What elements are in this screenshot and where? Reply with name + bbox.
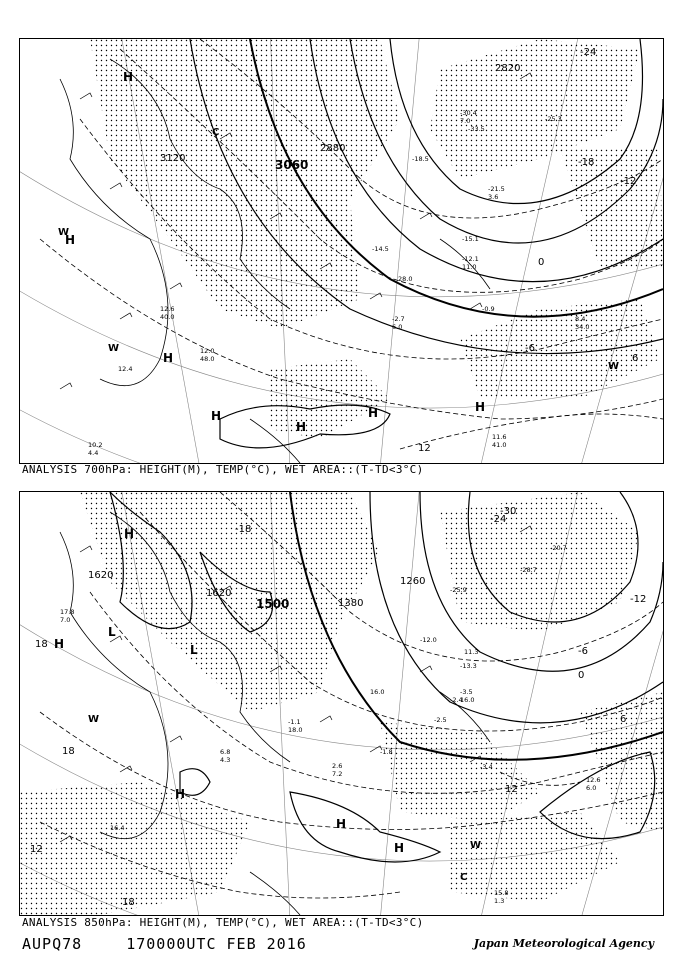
station-value: 3.6 — [488, 193, 499, 201]
high-pressure-marker: H — [211, 409, 222, 423]
station-value: 11.3 — [464, 648, 479, 656]
station-value: 17.8 — [60, 608, 75, 616]
map-850hpa — [20, 492, 663, 915]
high-pressure-marker: H — [65, 233, 76, 247]
station-value: -14.5 — [372, 245, 389, 253]
chart-panel-850hpa — [19, 491, 664, 916]
station-value: -12.1 — [462, 255, 479, 263]
station-value: 15.8 — [494, 889, 509, 897]
chart-panel-700hpa — [19, 38, 664, 464]
station-value: -15.1 — [462, 235, 479, 243]
station-value: -18.5 — [412, 155, 429, 163]
station-value: 40.0 — [160, 313, 175, 321]
station-value: 12.0 — [200, 347, 215, 355]
station-value: 1.3 — [494, 897, 505, 905]
map-700hpa — [20, 39, 663, 463]
high-pressure-marker: H — [123, 70, 134, 84]
station-value: -1.1 — [288, 718, 301, 726]
isotherm-label: -18 — [235, 524, 252, 535]
station-value: 12.6 — [586, 776, 601, 784]
station-value: -1.8 — [380, 748, 393, 756]
warm-center-marker: W — [58, 227, 70, 238]
station-value: 4.3 — [220, 756, 231, 764]
isotherm-label: -24 — [580, 47, 597, 58]
isotherm-label: 18 — [62, 746, 75, 757]
low-pressure-marker: L — [190, 643, 198, 657]
station-value: -2.7 — [392, 315, 405, 323]
isotherm-label: -30 — [500, 506, 517, 517]
warm-center-marker: W — [108, 343, 120, 354]
isotherm-label: 0 — [578, 670, 585, 681]
isotherm-label: 6 — [620, 714, 627, 725]
contour-label: 1500 — [256, 597, 290, 611]
isotherm-label: -18 — [578, 157, 595, 168]
cold-center-marker: C — [212, 127, 220, 138]
isotherm-label: 12 — [418, 443, 431, 454]
high-pressure-marker: H — [394, 841, 405, 855]
panel-caption-700hpa: ANALYSIS 700hPa: HEIGHT(M), TEMP(°C), WET AREA::(T-TD<3°C) — [22, 463, 424, 476]
warm-center-marker: W — [608, 361, 620, 372]
high-pressure-marker: H — [163, 351, 174, 365]
station-value: -3.4 — [480, 763, 493, 771]
station-value: 34.0 — [575, 323, 590, 331]
station-value: -20.7 — [550, 544, 567, 552]
station-value: 41.0 — [492, 441, 507, 449]
station-value: -21.5 — [488, 185, 505, 193]
valid-time: 170000UTC FEB 2016 — [126, 935, 307, 953]
station-value: -3.5 — [460, 688, 473, 696]
panel-caption-850hpa: ANALYSIS 850hPa: HEIGHT(M), TEMP(°C), WET AREA::(T-TD<3°C) — [22, 916, 424, 929]
station-value: -33.5 — [468, 125, 485, 133]
station-value: 6.0 — [586, 784, 597, 792]
isotherm-label: 18 — [35, 639, 48, 650]
high-pressure-marker: H — [296, 420, 307, 434]
wet-area — [90, 39, 663, 439]
high-pressure-marker: H — [175, 787, 186, 801]
station-value: 11.6 — [492, 433, 507, 441]
contour-label: 1260 — [400, 576, 426, 587]
wet-area — [20, 492, 663, 915]
contour-label: 2820 — [495, 63, 521, 74]
station-value: 4.4 — [88, 449, 99, 457]
station-value: 8.4 — [575, 315, 586, 323]
isotherm-label: -24 — [490, 514, 507, 525]
station-value: 48.0 — [200, 355, 215, 363]
station-value: 7.0 — [460, 117, 471, 125]
station-value: 16.0 — [370, 688, 385, 696]
station-value: 28.0 — [398, 275, 413, 283]
station-value: 16.4 — [110, 824, 125, 832]
station-value: -28.7 — [520, 566, 537, 574]
isotherm-label: 12 — [30, 844, 43, 855]
station-value: -25.9 — [450, 586, 467, 594]
station-value: 7.2 — [332, 770, 343, 778]
isotherm-label: 0 — [538, 257, 545, 268]
cold-center-marker: C — [460, 872, 468, 883]
station-value: 6.0 — [392, 323, 403, 331]
warm-center-marker: W — [88, 714, 100, 725]
warm-center-marker: W — [470, 840, 482, 851]
station-value: -2.4 — [450, 696, 463, 704]
isotherm-label: 18 — [122, 897, 135, 908]
contour-label: 1620 — [206, 588, 232, 599]
station-value: 12.4 — [118, 365, 133, 373]
station-value: -0.9 — [482, 305, 495, 313]
station-value: -2.5 — [434, 716, 447, 724]
isotherm-label: 12 — [505, 784, 518, 795]
station-value: 6.8 — [220, 748, 231, 756]
chart-identifier — [22, 935, 341, 953]
contour-label: 1380 — [338, 598, 364, 609]
station-value: 11.0 — [462, 263, 477, 271]
station-value: 18.0 — [288, 726, 303, 734]
station-value: 7.0 — [60, 616, 71, 624]
isotherm-label: -12 — [630, 594, 647, 605]
station-value: 12.6 — [160, 305, 175, 313]
station-value: 2.6 — [332, 762, 343, 770]
station-value: -30.4 — [460, 109, 477, 117]
isotherm-label: 6 — [632, 353, 639, 364]
contour-label: 3060 — [275, 158, 309, 172]
product-code: AUPQ78 — [22, 935, 83, 953]
high-pressure-marker: H — [368, 406, 379, 420]
station-value: 16.0 — [460, 696, 475, 704]
high-pressure-marker: H — [336, 817, 347, 831]
isotherm-label: -6 — [578, 646, 588, 657]
high-pressure-marker: H — [54, 637, 65, 651]
high-pressure-marker: H — [475, 400, 486, 414]
contour-label: 3120 — [160, 153, 186, 164]
isotherm-label: -12 — [620, 176, 637, 187]
agency-credit: Japan Meteorological Agency — [473, 937, 654, 950]
contour-label: 1620 — [88, 570, 114, 581]
high-pressure-marker: H — [124, 527, 135, 541]
station-value: 10.2 — [88, 441, 103, 449]
station-value: -12.0 — [420, 636, 437, 644]
isotherm-label: -6 — [525, 343, 535, 354]
station-value: -25.3 — [545, 115, 562, 123]
low-pressure-marker: L — [108, 625, 116, 639]
station-value: -13.3 — [460, 662, 477, 670]
contour-label: 2880 — [320, 143, 346, 154]
